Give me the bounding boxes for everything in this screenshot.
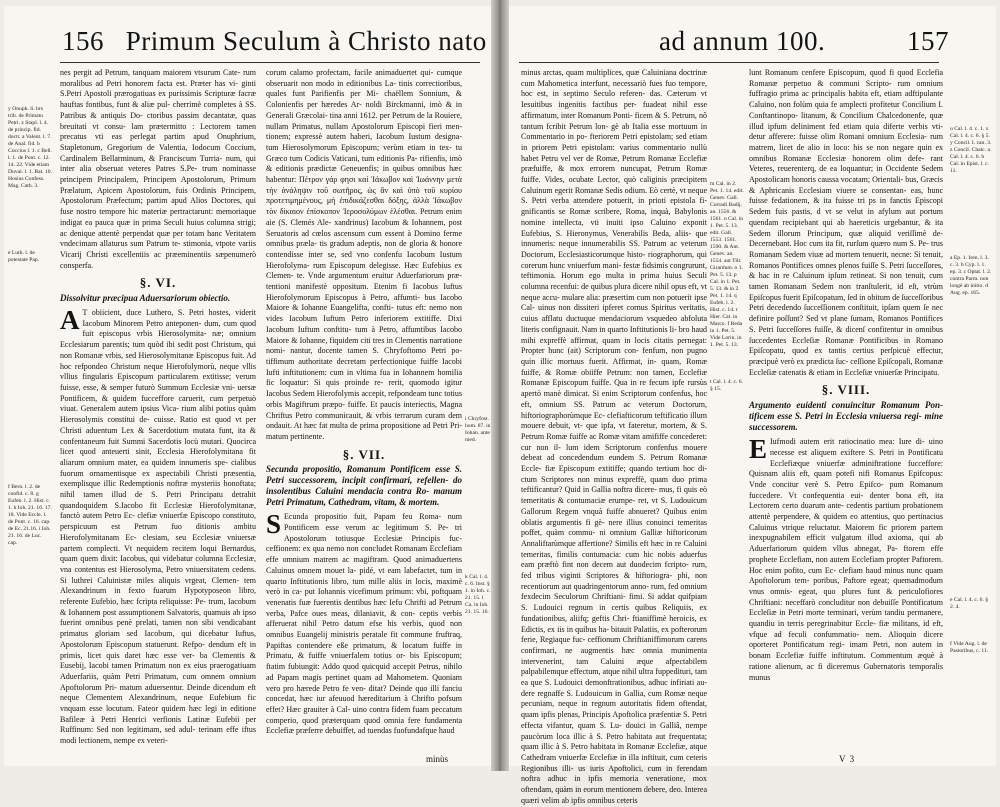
right-running-head: ad annum 100. [659, 26, 826, 56]
margin-note: f Bern. l. 2. de confid. c. 8. g Eufeb. l. 2. Hist. c. 1. h Ioh. 21. 16. 17. 18. Vide Eccle. l. de Pont. c. 16. cap. de Ec. 21.16. i Ioh. 21. 16. de Luc. cap. [8, 484, 52, 546]
section-heading: §. VI. [139, 275, 177, 291]
drop-cap: A [60, 305, 80, 336]
paragraph: lunt Romanum cenfere Episcopum, quod fi quod Ecclefia Romanæ perpetuo & communi Scripto- rum omnium fuffragio prima ac principalis habita eft, etiam adftipulante Caluino, non folùm quia fe amplecti profitetur Concilium I. Conftantinopo- litanum, & Concilium Chalcedonenfe, quæ illud ipfum deliniment fed etiam quia diferte verbis vti- detur afferere: fuisse olim Romani omnium Ecclesia- rum matrem, licet de alio in loco: his se non negare quin ex omnibus Romanæ Ecclesiæ honorem olim defe- rant Veteres, reuerenterq, de ea loquantur; in Occidente Sedem Apostolicam honoris caussa vocatam; Orientali- bus, Græcis & Aphricanis Ecclesiam viuere se consentan- eas, hunc fuisse fedationem, & ita fuisse tri ps in fanctis Episcopi Sedem fuis pastis, d vt se velut in afylum aut portum quendam recipiebant qui ab haereticis urgebantur, & ita Sedem illorum Principum, quæ aliquid veriſſimè de- Decernebant. Hoc cum ita fit, rurſum quæro num S. Pe- trus Romanam Sedem viuæ ad mortem tenuerit, necne: Si tenuit, Romanos Pontifices omnes plenos fuiſſe S. Petri ſucceſſores, & hac in re Caluinum ipſum retineat. Si non tenuit, cum tamen Romanam Sedem non tranſtulerit, id eſt, vtrùm Epiſcopus fuerit Epiſcopatum, ſed in obitum de ſucceſſoribus Petri decedendo ſucceſſionem conſtituit, ipſam quem ſe nec definire poſſunt? Sed vt plane ſumam, Romanos Pontifices S. Petri ſucceſſores fuiſſe, & dicenſ confitentur in omnibus ſuccedentes Eccleſiæ Romanæ Pontificibus in Romano Epiſcopatu, quod ex tantis certius perſpicuè effectur, præcipuè verò ex prædicta ſuc- ceſſione Epiſcopali, Romanæ Eccleſiæ catenatis & etiam in Eccleſiæ vniuerſæ Principatu. [749, 68, 943, 377]
paragraph [60, 305, 256, 747]
catchword: minùs [426, 754, 449, 764]
page-number: 157 [907, 26, 949, 56]
paragraph-text: Ecunda propositio fuit, Papam feu Roma- num Pontificem esse verum ac legitimum S. Pe- tri Apostolorum totiusque Ecclesiæ Principis fuc- ceffionem: ex qua nemo non concludet Romanam Ecclefiam effe omnium matrem ac magiftram. Quod animaduertens Caluinus omnem mouet la- pidé, vt eam labefactet, tum in quarto Inftitutionis libro, tum mille aliis in locis, maximè verò in ca- put Iohannis vicefimum primum: vbi, poftquam venenatis fuæ fuerentis dentibus hæc Iefu Chrifti ad Petrum verba, Pafce oues meas, dilaniavit, & con- ceptis verbis afferuerat nihil Petro datum efse his verbis, quod non omnibus Euangelij ministris peratale fit commune fruftraq, Papiftas contendere eße primatum, & locatum fuiffe in Primatu, & fuiffe vniuerfalem totius or- bis Episcopum; ftatim fubiungit: Addo quod quicquid accepit Petrus, nihilo ad Papam magis pertinet quam ad Mahometem. Quoniam vero pro hærede Petro fe ven- ditat? Deinde quo illi fanciu concedat, hæc iur afeuuod hæreditarium à Chrifto pofsum effet? Hæc grauiter à Cal- uino contra fidem fuam peccatum comperio, quod præterquam quod omnia fere fundamenta Ecclefiæ præferre debuiffet, ad tuendas fuofundafque haud [266, 512, 462, 736]
drop-cap: S [266, 509, 282, 540]
section-heading: §. VIII. [821, 382, 871, 398]
left-page [4, 6, 491, 766]
section-title: Secunda propositio, Romanum Pontificem esse S. Petri successorem, incipit confirmari, refellen- do insolentibus Caluini mendacia contra Ro- manum Petri Primatum, Cathedram, vitam, & mortem. [266, 464, 462, 508]
header-rule [519, 62, 939, 63]
paragraph: nes pergit ad Petrum, tanquam maiorem vtsurum Cate- rum moralibus ad Petri honorem facta est. Præter has vi- ginti S.Petri Apostoli prærogatiuas ex purissimis Scripturæ facræ hauftas fontibus, funt & aliæ pul- cherrimè completes à SS. Patribus & antiquis Do- ctoribus passim decantatæ, quas breuitati vt consu- lam prætermitto : Lectorem tamen precatus vti eas perlegat partim apud Onuphrium, Stapletonum, Gregorium de Valentia, Iodocum Coccium, Cardinalem Bellarminum, & Franciscum Turria- num, qui inter alia obseruat veteres Patres S.Pe- trum nominasse principem Principalem, Principem Apostolorum, Primum Prælatum, Apicem Apostolorum, fuis Ordinis Principem, Apostolorum Præfectum; partim apud Alios Doctores, qui fuse nostro tempore hic materiæ pertractarunt: memoriaque indigat ea pauca quæ in prima Seculi huius columna strigi; ac denique attentè perpendat quæ per totam hanc Veritatem vndecimam allaturus sum Patrum te- stimonia, vtpote variis Vicarij Christi excellentiis ac præeminentiis sæpenumerò consperfa. [60, 68, 256, 270]
margin-note: e Cal. l. 4. c. 6. § 2. 4. [950, 597, 989, 610]
paragraph [749, 434, 943, 683]
section-title: Argumento euidenti conuincitur Romanum Pon- tificem esse S. Petri in Ecclesia vniuersa regi- mine successorem. [749, 400, 943, 433]
margin-notes-left [8, 106, 52, 746]
margin-note: m Cal. in 2. Pet. 1. 14. edit. Genev. Gall. Corradi Badij. an. 1556. & 1561. n Cal. in 1. Pet. 5. 13. edit. Gall. 1553. 1561. 1590. & Ant. Genev. an. 1554. aut Tilt. Girardum. o 1. Pet. 5. 13. p Cal. in 1. Pet. 5. 13. & in 2. Pet. 1. 14. q Eufeb. l. 2. Hist. c. 14. r Hier. Cat. in Marco. f Beda in 1. Pet. 5. Vide Lorin. in 1. Pet. 5. 13. [710, 181, 744, 348]
drop-cap: E [749, 434, 768, 465]
paragraph [266, 509, 462, 737]
margin-note: k Cal. l. 4. c. 6. Inst. § 1. in Ioh. c. 21. 15. l Ca. in Ioh. 21. 15. 16. [465, 574, 491, 615]
running-head: Primum Seculum à Christo nato [125, 26, 487, 56]
margin-notes-inner [710, 181, 744, 711]
margin-note: f Vide Aug. l. de Pastoribus, c. 11. [950, 641, 989, 654]
margin-note: y Onuph. li. brs trib. de Primatu Petri. z Stapl. l. 4. de princip. fid. doctr. a Valent. l. 7. de Anal. fid. b Coccius l. 1. c Bell. l. 1. de Pont. c. 12. 14. 22. Vide etiam Duval. l. 1. Bat. 10. Hosius Confess. Mag. Cath. 3. [8, 106, 52, 189]
text-column-2 [749, 68, 943, 758]
left-page-header [62, 26, 487, 57]
section-title: Dissolvitur præcipua Aduersariorum obiectio. [60, 293, 231, 304]
margin-note: a Ep. 1. Iren. l. 3. c. 3. b Cyp. l. 1. ep. 3. c Optat. l. 2. contra Parm. non longè ab initio. d Aug. ep. 165. [950, 255, 992, 296]
text-column-1 [521, 68, 707, 805]
paragraph: corum calamo profectam, facile animaduertet qui- cumque obseruarit non modo in editionibus La- tinis correctioribus, quales funt Parifienfis per Mi- chaëllem Sonnium, & Colonienfis per hæredes Ar- noldi Birckmanni, imò & in Generali Græcolai- tina anni 1612. per Petrum de la Rouiere, nullam Primatus, nullam Apostolorum Episcopi fieri men- tionem; expressè autem haberi, Iacobum Iustum designa- tum Hierosolymorum Episcopum; verùm etiam in tex- tu Græco tum Codicis Vaticani, tum editionis Pa- rifienfis, imò & editionis prædictæ Geneuenfis; in quibus omnibus hæc habentur: Πέτρον γάρ φησι καὶ Ἰάκωβον καὶ Ἰωάννην μετὰ τὴν ἀνάληψιν τοῦ σωτῆρος, ὡς ἂν καὶ ὑπὸ τοῦ κυρίου προτετιμημένους, μὴ ἐπιδικάζεσθαι δόξης, ἀλλὰ Ἰάκωβον τὸν δίκαιον ἐπίσκοπον Ἱεροσολύμων ἑλέσθαι. Petrum enim aie (S. Clemés Ale- xandrinus) Iacobum & Iohannem, post Seruatoris ad cœlos ascensum cum essent à Domino ferme omnibus præla- tis gradum adeptis, non de gloria & honore contendisse inter se, sed vno confenfu Iacobum Iustum Hierofolyma- rum Episcopum delegisse. Hæc Eufebius ex Clemen- te. Vnde argumentum eruitur Aduerfariorum præ- tentioni manifestè oppositum. Etenim fi Iacobus Iuftus Hierofolymorum Episcopus à Petro, affumti- bus Iacobo Maiore & Iohanne Euangelifta, confti- tutus eft: nemo non vides Iacobum Iuftum Petro inferiorem extitiffe. Dixi Iacobum Iuftum conftitu- tum à Petro, affumtibus Iacobo Maiore & Iohanne, fiquidem citi tres in Clementis narratione nomi- nantur, docente tamen S. Chryfoftomo Petri po- tiffimum authoritate decretam perfectionique fuiffe Iacobi Iufti inftitutionem: cum in vltima fua in Iohannem homilia fic loquatur: Si quis proinde re- rerit, quomodo igitur Iacobus Sedem Hierofolymis accepit, refpondeam tunc totius orbis Magiftrum præpo- fuiffe. Et paucis interiectis, Magna Chriftus Petro communicauit, & vrbis terrarum curam dem ondauit. At hæc fat multa de prima propositione ad Petri Pri- matum pertinente. [266, 68, 462, 441]
paragraph-text: T obiicient, duce Luthero, S. Petri hostes, viderit Iacobum Minorem Petro anteponen- dum, cum quod fuit episcopus vrbis Hierosolymita- næ; omnium Ecclesiarum parentis; tum quòd ibi sedit post Christum, qui non Romanæ vrbis, sed Hierosolymitanæ Episcopus fuit. Ad hoc refpondeo Christum neque Hierofolymorù, neque vllis vllius fingularis Episcopum particularem extitisse; verum fuisse, esse, & semper futurò Summum Ecclesiæ vni- uersæ Pontificem, & quidem fucceffore caruerit, cum perpetuò viuat. Generalem autem ipsius Vica- rium alibi potius quàm Hierosolymis constitui de- cuisse. Ratio est quod vt per Christi aduentum Lex & Sacerdotium mutata funt, ita & confentaneum fuit Summi Sacerdotis locù mutari. Quocirca licet quod anteuerti sinit, Ecclesia Hierofolymitana fit aliarum omnium mater, ea quidem innumeris spe- cialibus fuorum ornamentisque ex aspectabili Christi præsentia, exemplisque illic Redemptionis noftræ mysteriis honoftata; nihil tamen illud de S. Petri Principatu detrahit quandoquidem S.Iacobo fit Ecclesiæ Hierofolymitanæ, fanctò autem Petro Ec- clefiæ vniuerfæ Episcopo constituto, perspicuum est Petrum fuo ditionis ambitu Hierofolymitanam Ec- clesiam, seu Ecclesiæ vniuersæ partem complecti. Vt nequidem recitem loqui Bernardus, quam quem dixit: Iacobus, qui videbatur columna Ecclesiæ, vna contentus est Hierosolyma, Petro vniuersitatem cedens. Si luthrei Caluinistæ miles aliquis vrgeat, Clemen- tem Alexandrinum in fexto fuarum Hypotyposeon libro, referente Eufebio, hæc fcripta reliquisse: Pe- trum, Iacobum & Iohannem post assumptionem Salvatoris, quamuis ab ipso fuerint omnibus penè prelati, tamen non sibi vendicabant primatus gloriam sed Iacobum, qui dicebatur Iuftus, Apostolorum Episcopum statuerunt. Refpo- dendum eft in primis, licet quis daret hæc esse ver- ba Clementis & Eusebij, Iacobi tamen Primatum non ex eius praerogatiuam Aduerfariis, quàm Petri Primatum, cum omnem omnium Apoftolorum Pri- matum aduersentur. Deinde dicendum eft neque Clementem Alexandrinum, neque Eufebium fic vnquam esse locutum. Fateor quidem hæc legi in editione Bafileæ à Petri Henrici verfionis Latinæ Eufebii per Ruffinum: Sed non legitimam, sed adul- terinam effe iftus modi lectionem, nempe ex veteri- [60, 308, 256, 746]
margin-note: t Cal. l. 4. c. 6. § 15. [710, 379, 743, 392]
page-number: 156 [62, 26, 104, 56]
paragraph: minus arctas, quam multiplices, quæ Caluiniana doctrinæ cum Mahometica interfunt, necessariò fues fuo tempore, hoc est, in septimo Seculo referen- das. Cæterum vt Iesuitibus ingenitis factibus per- fuadeat nihil esse affirmatum, inter Romanum Ponti- ficem & S. Petrum, nô tantum fcribit Petrum lon- gè ab Italia esse mortuum in Commentario in po- fteriorem Petri epistolam; sed etiam in priorem Petri epistolam: varius commentario nullù habet Petru vel ver de Romæ, Petrum Romanæ Ecclefiæ præfuiffe, & mox errorem nuncupat, Petrum Romæ fuiffe. Vides, ocubate Lector, quò caliginis præcipitem Caluinum egerit Romanæ Sedis odium. Eò certè, vt neque S. Petri verba attendere potuerit, in prioti epistola fi- gnificantis se Romæ scribere, Roma, inquà, Babylonis nomine intellecta, vti inuiti ipso Caluino exponit Eufebius, S. Hieronymus, Venerabilis Beda, aliis- que innumeris: neque innumerabilis SS. Patrum ac veterum Doctorum, Ecclesiasticorumque histo- riographorum, qui corerum hunc vniuerfum mani- festæ fidsimis congrurunt, teftimonia. Horum ego multa in prima huius Seculi columna recenfui: de quibus plura dicere nihil opus eft, vt neque accu- mulare alia: præsertim cum non potuerit ipse Cal- uinus non dissiteri ipferet cornus Spiritus veritatis, cuius afflatu ductuque mendaciorum vsquedeo abfoluta literis confignauit. Nam in quarto Inftitutionis li- bro haud mihi expreffè affirmat, quam in locis citatis pernegat: Propter hunc (ait) Scriptorum con- fenfum, non pugno quin illic mortuus fuerit. Affirmat, in- quam, Romæ fuiffe, & Romæ obiiffe Petrum: non tamen, Ecclefiæ Romanæ Episcopum fuiffe. Qua in re fecum ipfe rursùs apertò manè dimicat. Si enim Scriptorum confenfus, hoc eft, omnium SS. Patrum ac veterum Doctorum, hiftoriographorùmque Ec- clefiafticorum teftificatio illum mouere debuit, vt- que ipfa, vt fateretur, mortem, & S. Petrum Romæ fuiffe ac Romæ vitam amififfe concederet: cur non il- lum idem Scriptorum confenfus mouere debeat ad concedendum eundem S. Petrum Romanæ Eccle- fiæ Episcopum extitiffe; quando tertium hoc di- ctum Scriptores non minus expreffè, quam duo prima teftificantur? Quid in Gallia noftra dicere- mus, fi quis eò temeritatis & contumaciæ erumpe- ret, vt S. Ludouicum Gallorum Regem vnquà fuiffe abnueret? Quibus enim oblatis argumentis fi gè- nere illius conuinci temeritas poffet, quàm commu- ni omnium Galliæ hiftoricorum Annaliftarùmque affertione? Similis eft hæc in re Caluini temeritas, fimilis contumacia: cum hic nobis aduerfus eam præftò fint non decem aut duodecim fcripto- rum, fed tribus viginti Scriptores & hiftoriogra- phi, non recentiorum aut quadringentorum anno- rum, fed omnium fexdecim Seculorum Chriftiani- fimi. Si addat quifpiam S. Ludouici regnum in certis quibus Reliquiis, ex fundationibus, aliifq; geftis Chri- ftianiffimè heroicis, ex Edictis, ex iis in quibus ha- bitauit Palatiis, ex pofterorum ferie, Regiaque fuc- ceffionum Chriftianiffimorum carens confirmari, ne augmentis hæc omnia munimenta intervenerint, tam Caluini æque afpectabilem palpabilemque effectum, atque nihil ultra fuppedituri, tam ea que S. Ludouici demonftrationibus, adhuc infiriati au- dere regnaffe S. Ludouicum in Gallia, cum Romæ neque pecuniam, neque in regnum autoritatis fidem oftendat, quam ipfis plenas, Principis Apoftolica præfentiæ S. Petri effecta vifantur, quam S. Lu- douici in Galliâ, nempe paucòrum loca illic à S. Petro habitata aut frequentata; quam illic à S. Petro habitata in Romanæ Ecclefiæ, atque Cathedram vniuerfæ Ecclefiæ in illa inftituit, cum ceteris Regionibus illi- us iuris Apoftolici, cum in ferendam noftra adhuc in ipfis memoria veneratione, mox oftendam, quàm in eorum mentionem debere, deo. Interea quæri velim ab ipfis omnibus ceteris [521, 68, 707, 805]
text-column-1 [60, 68, 256, 758]
margin-note: u Cal. l. 4. c. 1. x Cal. l. 4. c. 6. § 5. y Concil. I. can. 3. z Concil. Chalc. a Cal. l. 4. c. 6. b Cal. in Epist. l. c. 11. [950, 126, 992, 174]
section-heading: §. VII. [342, 446, 386, 462]
margin-note: i Chryfost. hom. 87. in Iohan. ante med. [465, 416, 491, 443]
paragraph-text: Iufmodi autem erit ratiocinatio mea: Iure di- uino necesse est aliquem exiftere S. Petri in Pontificatu Ecclefiæque vniuerfæ adminiftratione fucceffore: Quisnam aliis eft, quam potefi nifi Romanus Epifcopus: Vnde concitur verè S. Petro Epifco- pum Romanum fuccedere. Vt confequentia eui- denter bona eft, ita Lectorem certo duarum ante- cedentis partium probationem attentè perpendere, & quidem eo attentius, quo pertinacius Caluinus vtrique reluctatur. Maiorem fic priorem partem inexpugnabilem efficit vulgatum illud axioma, qui ab Aduerfariorum quidem vllus abnegat, Pa- ftorem effe prophete Ecclefiam, non autem Ecclefiam propter Paftorem. Hoc enim pofito, cum Ec- clefiam haud minus nunc quam Apoftolorum tem- poribus, Paftore egeat; quemadmodum vnus omnis- egeat, quo plures funt & periculofiores Chriftiani: neceffarò concluditur non debuiſſe Pontificatum Eccleſiæ in Petri morte terminari, verùm tandiu permanere, quandiu in terris peregrinabitur Eccle- fiæ militans, id eft, vfque ad feculi confummatio- nem. Alioquin dicere oporteret Pontificatum regi- imam Petri, non autem in bonam Ecclefiæ fuiffe inftitutum. Commentum æquè à ratione alienum, ac fi diceremus Gubernatoris temporalis munus [749, 437, 943, 682]
margin-note: e Luth. l. de potestate Pap. [8, 250, 40, 263]
signature-mark: V 3 [839, 754, 856, 764]
text-column-2 [266, 68, 462, 750]
right-page [509, 6, 996, 805]
margin-notes-inner [465, 416, 491, 716]
book-gutter [491, 0, 509, 771]
header-rule [60, 62, 480, 63]
margin-notes-outer [950, 126, 992, 726]
